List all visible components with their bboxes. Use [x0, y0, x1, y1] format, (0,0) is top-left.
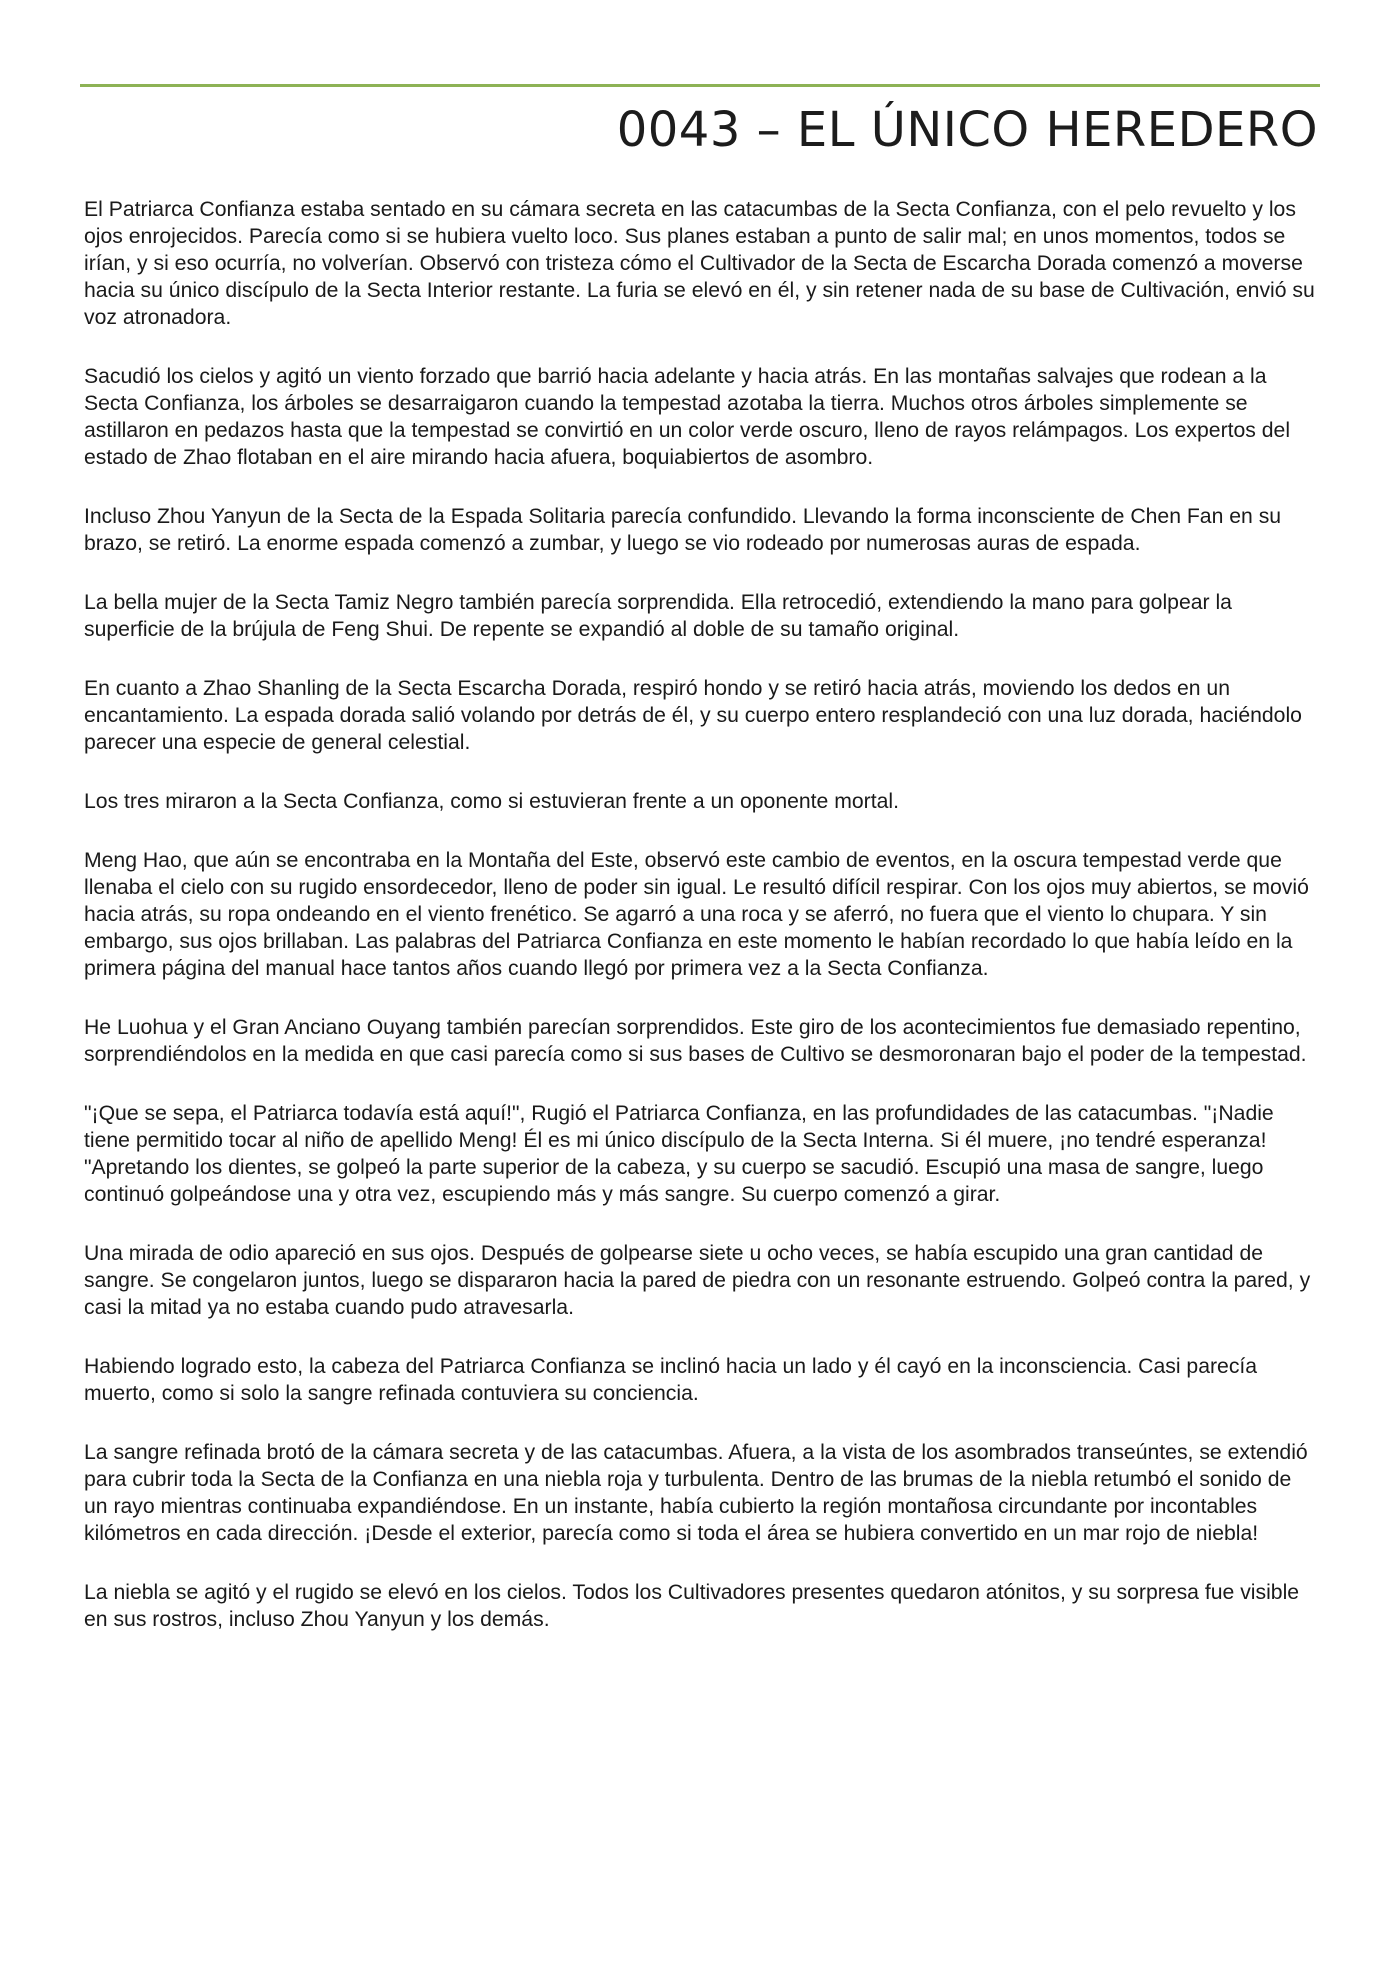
paragraph: Meng Hao, que aún se encontraba en la Montaña del Este, observó este cambio de eventos, en la oscura tempestad verde que llenaba el cielo con su rugido ensordecedor, lleno de poder sin igual. Le resultó difícil respirar. Con los ojos muy abiertos, se movió hacia atrás, su ropa ondeando en el viento frenético. Se agarró a una roca y se aferró, no fuera que el viento lo chupara. Y sin embargo, sus ojos brillaban. Las palabras del Patriarca Confianza en este momento le habían recordado lo que había leído en la primera página del manual hace tantos años cuando llegó por primera vez a la Secta Confianza. — [84, 849, 1309, 980]
paragraph: Incluso Zhou Yanyun de la Secta de la Espada Solitaria parecía confundido. Llevando la forma inconsciente de Chen Fan en su brazo, se retiró. La enorme espada comenzó a zumbar, y luego se vio rodeado por numerosas auras de espada. — [84, 505, 1282, 555]
paragraph: Los tres miraron a la Secta Confianza, como si estuvieran frente a un oponente mortal. — [84, 790, 899, 813]
paragraph: La sangre refinada brotó de la cámara secreta y de las catacumbas. Afuera, a la vista de los asombrados transeúntes, se extendió para cubrir toda la Secta de la Confianza en una niebla roja y turbulenta. Dentro de las brumas de la niebla retumbó el sonido de un rayo mientras continuaba expandiéndose. En un instante, había cubierto la región montañosa circundante por incontables kilómetros en cada dirección. ¡Desde el exterior, parecía como si toda el área se hubiera convertido en un mar rojo de niebla! — [84, 1441, 1308, 1545]
paragraph: Habiendo logrado esto, la cabeza del Patriarca Confianza se inclinó hacia un lado y él cayó en la inconsciencia. Casi parecía muerto, como si solo la sangre refinada contuviera su conciencia. — [84, 1355, 1258, 1405]
paragraph: Una mirada de odio apareció en sus ojos. Después de golpearse siete u ocho veces, se había escupido una gran cantidad de sangre. Se congelaron juntos, luego se dispararon hacia la pared de piedra con un resonante estruendo. Golpeó contra la pared, y casi la mitad ya no estaba cuando pudo atravesarla. — [84, 1242, 1311, 1319]
paragraph: He Luohua y el Gran Anciano Ouyang también parecían sorprendidos. Este giro de los acontecimientos fue demasiado repentino, sorprendiéndolos en la medida en que casi parecía como si sus bases de Cultivo se desmoronaran bajo el poder de la tempestad. — [84, 1016, 1307, 1066]
paragraph: El Patriarca Confianza estaba sentado en su cámara secreta en las catacumbas de la Secta Confianza, con el pelo revuelto y los ojos enrojecidos. Parecía como si se hubiera vuelto loco. Sus planes estaban a punto de salir mal; en unos momentos, todos se irían, y si eso ocurría, no volverían. Observó con tristeza cómo el Cultivador de la Secta de Escarcha Dorada comenzó a moverse hacia su único discípulo de la Secta Interior restante. La furia se elevó en él, y sin retener nada de su base de Cultivación, envió su voz atronadora. — [84, 198, 1315, 329]
header-divider — [80, 84, 1320, 87]
chapter-body — [84, 196, 1320, 1665]
paragraph: En cuanto a Zhao Shanling de la Secta Escarcha Dorada, respiró hondo y se retiró hacia atrás, moviendo los dedos en un encantamiento. La espada dorada salió volando por detrás de él, y su cuerpo entero resplandeció con una luz dorada, haciéndolo parecer una especie de general celestial. — [84, 677, 1302, 754]
chapter-title: 0043 – EL ÚNICO HEREDERO — [616, 102, 1318, 158]
paragraph: Sacudió los cielos y agitó un viento forzado que barrió hacia adelante y hacia atrás. En las montañas salvajes que rodean a la Secta Confianza, los árboles se desarraigaron cuando la tempestad azotaba la tierra. Muchos otros árboles simplemente se astillaron en pedazos hasta que la tempestad se convirtió en un color verde oscuro, lleno de rayos relámpagos. Los expertos del estado de Zhao flotaban en el aire mirando hacia afuera, boquiabiertos de asombro. — [84, 365, 1291, 469]
paragraph: "¡Que se sepa, el Patriarca todavía está aquí!", Rugió el Patriarca Confianza, en las profundidades de las catacumbas. "¡Nadie tiene permitido tocar al niño de apellido Meng! Él es mi único discípulo de la Secta Interna. Si él muere, ¡no tendré esperanza! "Apretando los dientes, se golpeó la parte superior de la cabeza, y su cuerpo se sacudió. Escupió una masa de sangre, luego continuó golpeándose una y otra vez, escupiendo más y más sangre. Su cuerpo comenzó a girar. — [84, 1102, 1274, 1206]
paragraph: La bella mujer de la Secta Tamiz Negro también parecía sorprendida. Ella retrocedió, extendiendo la mano para golpear la superficie de la brújula de Feng Shui. De repente se expandió al doble de su tamaño original. — [84, 591, 1232, 641]
paragraph: La niebla se agitó y el rugido se elevó en los cielos. Todos los Cultivadores presentes quedaron atónitos, y su sorpresa fue visible en sus rostros, incluso Zhou Yanyun y los demás. — [84, 1581, 1300, 1631]
